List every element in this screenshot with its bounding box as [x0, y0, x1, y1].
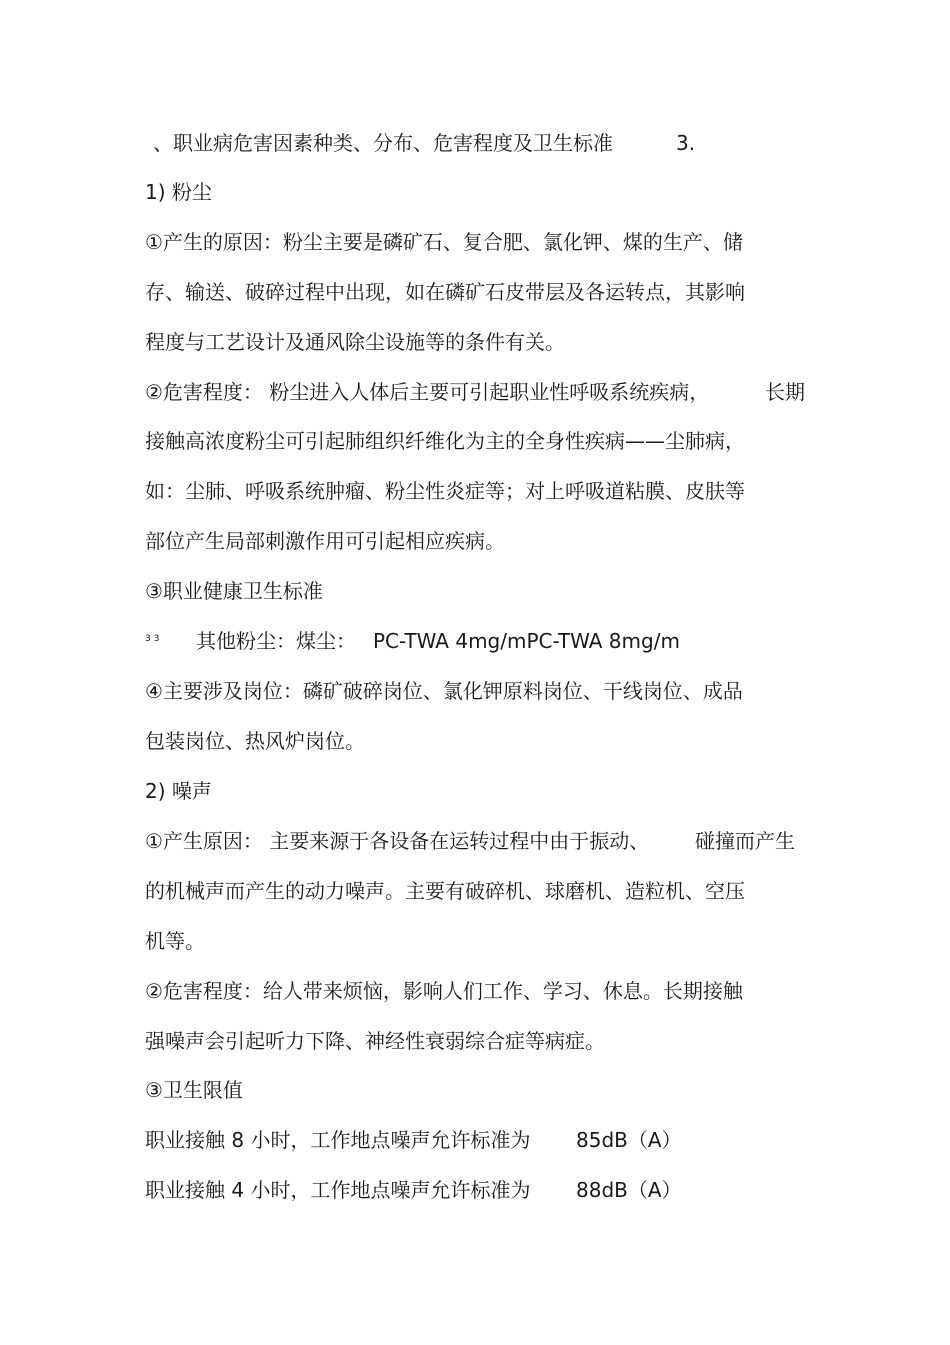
paragraph-line: ②危害程度：给人带来烦恼，影响人们工作、学习、休息。长期接触 — [145, 979, 743, 1003]
paragraph-line: 包装岗位、热风炉岗位。 — [145, 729, 365, 753]
noise-cause-text-tail: 碰撞而产生 — [695, 829, 795, 853]
paragraph-line: 的机械声而产生的动力噪声。主要有破碎机、球磨机、造粒机、空压 — [145, 879, 745, 903]
paragraph-line: 部位产生局部刺激作用可引起相应疾病。 — [145, 529, 505, 553]
paragraph-line: 强噪声会引起听力下降、神经性衰弱综合症等病症。 — [145, 1029, 605, 1053]
dust-standard-label: 其他粉尘：煤尘： — [196, 629, 356, 653]
noise-limit-title: ③卫生限值 — [145, 1078, 243, 1102]
dust-standard-title: ③职业健康卫生标准 — [145, 579, 323, 603]
paragraph-line: 程度与工艺设计及通风除尘设施等的条件有关。 — [145, 330, 565, 354]
noise-limit-value: 85dB（A） — [576, 1128, 682, 1152]
dust-harm-text-tail: 长期 — [765, 380, 805, 404]
noise-title: 2) 噪声 — [145, 779, 212, 803]
section-heading-text: 、职业病危害因素种类、分布、危害程度及卫生标准 — [153, 131, 613, 155]
paragraph-line: 如：尘肺、呼吸系统肿瘤、粉尘性炎症等；对上呼吸道粘膜、皮肤等 — [145, 479, 745, 503]
superscript-marker: 3 3 — [145, 634, 160, 644]
paragraph-line: ①产生的原因：粉尘主要是磷矿石、复合肥、氯化钾、煤的生产、储 — [145, 230, 743, 254]
noise-cause-text: ①产生原因： 主要来源于各设备在运转过程中由于振动、 — [145, 829, 650, 853]
section-number: 3. — [676, 131, 696, 155]
noise-limit-value: 88dB（A） — [576, 1178, 682, 1202]
noise-limit-text: 职业接触 4 小时，工作地点噪声允许标准为 — [145, 1178, 531, 1202]
paragraph-line: 存、输送、破碎过程中出现，如在磷矿石皮带层及各运转点，其影响 — [145, 280, 745, 304]
dust-harm-text: ②危害程度： 粉尘进入人体后主要可引起职业性呼吸系统疾病， — [145, 380, 710, 404]
paragraph-line: 机等。 — [145, 929, 205, 953]
paragraph-line: ④主要涉及岗位：磷矿破碎岗位、氯化钾原料岗位、干线岗位、成品 — [145, 679, 743, 703]
dust-title: 1) 粉尘 — [145, 180, 212, 204]
noise-limit-text: 职业接触 8 小时，工作地点噪声允许标准为 — [145, 1128, 531, 1152]
paragraph-line: 接触高浓度粉尘可引起肺组织纤维化为主的全身性疾病——尘肺病， — [145, 429, 745, 453]
dust-standard-value: PC-TWA 4mg/mPC-TWA 8mg/m — [373, 629, 680, 653]
